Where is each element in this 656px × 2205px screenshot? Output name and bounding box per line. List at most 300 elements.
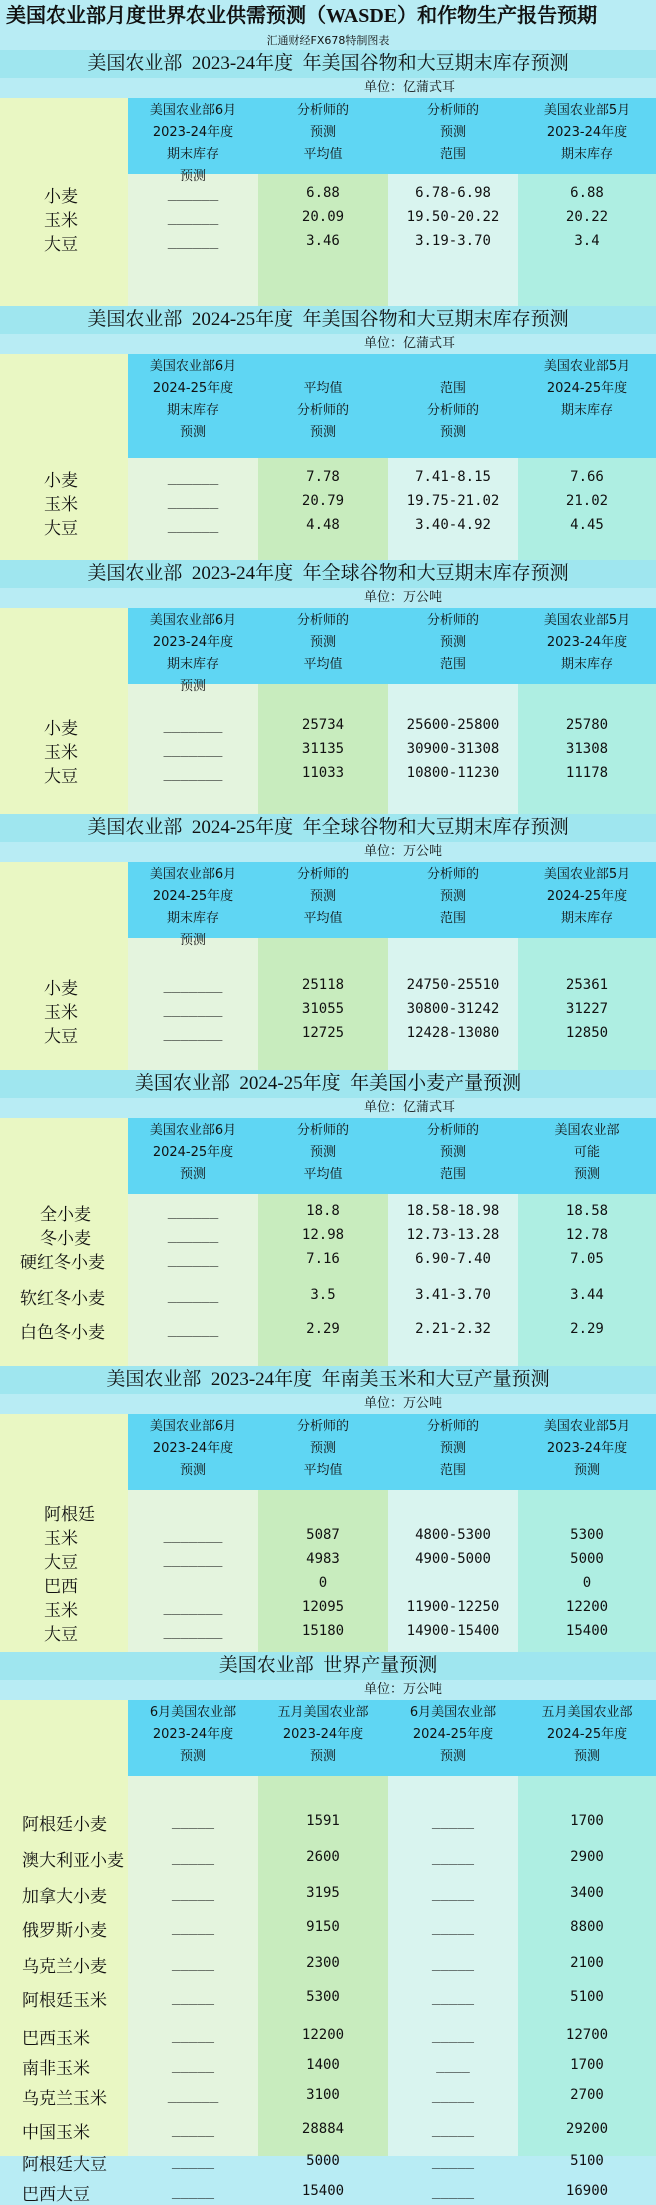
column-header-line: 2024-25年度 [546, 889, 628, 904]
column-header-line: 分析师的 [426, 1419, 479, 1434]
column-header-line: 2024-25年度 [152, 381, 234, 396]
unit-label: 单位：万公吨 [364, 1682, 443, 1697]
column-header-line: 预测 [439, 125, 466, 140]
row-value: 24750-25510 [406, 977, 500, 993]
column-header [518, 1700, 656, 1776]
row-value: 2.29 [306, 1321, 340, 1337]
row-value: _____ [171, 1885, 215, 1901]
row-value: 2900 [570, 1849, 604, 1865]
column-header-line: 五月美国农业部 [277, 1705, 369, 1720]
column-header-line: 2024-25年度 [412, 1727, 494, 1742]
row-value: 12.73-13.28 [406, 1227, 500, 1243]
row-value: 31135 [301, 741, 345, 757]
row-label: 巴西 [44, 1577, 78, 1596]
column-header-line: 2023-24年度 [546, 1441, 628, 1456]
column-header [128, 354, 258, 458]
row-value: _______ [163, 1001, 223, 1017]
column-header-line: 平均值 [303, 911, 343, 926]
row-label: 软红冬小麦 [20, 1289, 105, 1308]
column-header-line: 预测 [439, 635, 466, 650]
row-value: ______ [167, 1287, 219, 1303]
row-value: 31055 [301, 1001, 345, 1017]
column-header-line: 美国农业部6月 [149, 613, 237, 628]
column-header-band [128, 1700, 656, 1776]
column-header-line: 范围 [439, 1167, 466, 1182]
column-header [518, 354, 656, 458]
row-label: 玉米 [44, 743, 78, 762]
row-value: _____ [431, 1919, 475, 1935]
column-header-line: 预测 [179, 1463, 206, 1478]
row-label: 大豆 [44, 1625, 78, 1644]
column-header-line: 分析师的 [296, 867, 349, 882]
row-value: 3100 [306, 2087, 340, 2103]
row-value: 14900-15400 [406, 1623, 500, 1639]
row-label: 玉米 [44, 495, 78, 514]
column-header-line: 平均值 [303, 381, 343, 396]
column-header-line: 预测 [439, 425, 466, 440]
row-value: 6.88 [306, 185, 340, 201]
column-header-line: 预测 [309, 1441, 336, 1456]
column-header-line: 预测 [309, 125, 336, 140]
row-value: 5100 [570, 2153, 604, 2169]
section-title: 美国农业部 世界产量预测 [0, 1652, 656, 1680]
column-header-line: 预测 [179, 679, 206, 694]
section-title: 美国农业部 2023-24年度 年南美玉米和大豆产量预测 [0, 1366, 656, 1394]
column-header-line: 美国农业部6月 [149, 1123, 237, 1138]
row-value: 12428-13080 [406, 1025, 500, 1041]
row-label: 乌克兰小麦 [22, 1957, 107, 1976]
row-value: 19.50-20.22 [406, 209, 500, 225]
row-value: 30900-31308 [406, 741, 500, 757]
column-header-band [128, 354, 656, 458]
row-value: 7.05 [570, 1251, 604, 1267]
column-header-line: 美国农业部5月 [543, 867, 631, 882]
column-header-line: 分析师的 [296, 1419, 349, 1434]
row-value: 12.98 [301, 1227, 345, 1243]
row-label: 小麦 [44, 187, 78, 206]
row-label: 小麦 [44, 979, 78, 998]
row-label: 阿根廷 [44, 1505, 95, 1524]
row-label: 俄罗斯小麦 [22, 1921, 107, 1940]
row-value: 25780 [565, 717, 609, 733]
column-header-line: 预测 [439, 1749, 466, 1764]
column-header [388, 1118, 518, 1194]
column-header-line: 平均值 [303, 657, 343, 672]
row-value: 18.58-18.98 [406, 1203, 500, 1219]
row-value: 2100 [570, 1955, 604, 1971]
column-header [388, 1700, 518, 1776]
section-4 [0, 814, 656, 1070]
column-header-line: 范围 [439, 381, 466, 396]
row-value: 29200 [565, 2121, 609, 2137]
column-header-line: 美国农业部5月 [543, 103, 631, 118]
row-value: _____ [171, 2121, 215, 2137]
row-value: _______ [163, 1551, 223, 1567]
row-value: 3400 [570, 1885, 604, 1901]
column-header-line: 美国农业部5月 [543, 1419, 631, 1434]
row-value: 7.78 [306, 469, 340, 485]
section-title: 美国农业部 2024-25年度 年美国谷物和大豆期末库存预测 [0, 306, 656, 334]
column-header [388, 98, 518, 174]
row-value: _______ [163, 1623, 223, 1639]
row-value: 6.88 [570, 185, 604, 201]
row-label: 玉米 [44, 1003, 78, 1022]
row-value: 4.45 [570, 517, 604, 533]
row-value: _____ [431, 2153, 475, 2169]
column-header-line: 范围 [439, 147, 466, 162]
column-header-line: 6月美国农业部 [149, 1705, 237, 1720]
column-header [518, 608, 656, 684]
column-header [258, 98, 388, 174]
row-value: 3.5 [310, 1287, 336, 1303]
unit-row [0, 1394, 656, 1414]
unit-row [0, 334, 656, 354]
column-header [518, 1414, 656, 1490]
row-label: 中国玉米 [22, 2123, 90, 2142]
column-header-line: 预测 [439, 1145, 466, 1160]
row-value: ______ [167, 1251, 219, 1267]
row-value: _____ [171, 2057, 215, 2073]
column-header-line: 期末库存 [166, 657, 219, 672]
row-value: _____ [431, 1955, 475, 1971]
row-value: 3.40-4.92 [415, 517, 491, 533]
column-header-line: 分析师的 [426, 403, 479, 418]
column-header [518, 862, 656, 938]
row-value: 12200 [565, 1599, 609, 1615]
column-header-line: 分析师的 [296, 613, 349, 628]
row-value: _____ [171, 2153, 215, 2169]
section-title: 美国农业部 2023-24年度 年全球谷物和大豆期末库存预测 [0, 560, 656, 588]
column-header-line: 美国农业部 [554, 1123, 620, 1138]
column-header-line: 2024-25年度 [152, 889, 234, 904]
row-value: _____ [171, 1919, 215, 1935]
column-header-line: 美国农业部5月 [543, 359, 631, 374]
row-value: _____ [431, 2087, 475, 2103]
section-5 [0, 1070, 656, 1366]
row-value: 15400 [565, 1623, 609, 1639]
row-value: 2.21-2.32 [415, 1321, 491, 1337]
row-value: 7.66 [570, 469, 604, 485]
column-header-line: 期末库存 [560, 911, 613, 926]
column-header-line: 范围 [439, 657, 466, 672]
column-header-line: 范围 [439, 1463, 466, 1478]
row-value: 15180 [301, 1623, 345, 1639]
row-value: 2600 [306, 1849, 340, 1865]
row-label: 小麦 [44, 471, 78, 490]
row-value: 2300 [306, 1955, 340, 1971]
row-value: 16900 [565, 2183, 609, 2199]
row-value: ____ [436, 2057, 470, 2073]
row-value: ______ [167, 233, 219, 249]
column-header-line: 2023-24年度 [282, 1727, 364, 1742]
row-value: 1700 [570, 2057, 604, 2073]
unit-label: 单位：万公吨 [364, 844, 443, 859]
column-header [128, 98, 258, 184]
row-label: 大豆 [44, 1027, 78, 1046]
row-value: _______ [163, 1599, 223, 1615]
column-header-line: 分析师的 [426, 1123, 479, 1138]
column-header [388, 354, 518, 458]
row-value: 20.79 [301, 493, 345, 509]
row-value: 11900-12250 [406, 1599, 500, 1615]
column-header-line: 预测 [573, 1167, 600, 1182]
page-title: 美国农业部月度世界农业供需预测（WASDE）和作物生产报告预期 [0, 0, 656, 34]
row-value: 1700 [570, 1813, 604, 1829]
row-label: 硬红冬小麦 [20, 1253, 105, 1272]
row-value: 9150 [306, 1919, 340, 1935]
row-label: 巴西玉米 [22, 2029, 90, 2048]
row-value: 4983 [306, 1551, 340, 1567]
row-value: _____ [171, 1813, 215, 1829]
row-value: 10800-11230 [406, 765, 500, 781]
column-header-line: 平均值 [303, 147, 343, 162]
row-value: 7.16 [306, 1251, 340, 1267]
column-header-line: 预测 [179, 1749, 206, 1764]
row-label: 全小麦 [40, 1205, 91, 1224]
column-header-line: 分析师的 [426, 103, 479, 118]
row-value: _____ [171, 2027, 215, 2043]
column-header-line: 预测 [309, 889, 336, 904]
row-value: _____ [431, 1849, 475, 1865]
unit-label: 单位：亿蒲式耳 [364, 1100, 456, 1115]
row-value: 5000 [306, 2153, 340, 2169]
column-header-line: 期末库存 [560, 403, 613, 418]
column-header-line: 2024-25年度 [546, 381, 628, 396]
column-header [258, 608, 388, 684]
column-header-line: 2024-25年度 [152, 1145, 234, 1160]
row-value: 5100 [570, 1989, 604, 2005]
column-header-line: 预测 [309, 1749, 336, 1764]
column-header-line: 分析师的 [296, 103, 349, 118]
section-6 [0, 1366, 656, 1652]
column-header-line: 预测 [309, 1145, 336, 1160]
unit-label: 单位：亿蒲式耳 [364, 336, 456, 351]
column-header-line: 预测 [309, 425, 336, 440]
row-value: 2700 [570, 2087, 604, 2103]
row-value: _____ [431, 1813, 475, 1829]
row-value: _______ [163, 977, 223, 993]
column-header [258, 1118, 388, 1194]
column-header-line: 美国农业部6月 [149, 867, 237, 882]
column-header [258, 1700, 388, 1776]
row-value: 3.44 [570, 1287, 604, 1303]
row-label: 白色冬小麦 [20, 1323, 105, 1342]
column-header-line: 预测 [309, 635, 336, 650]
row-value: 6.78-6.98 [415, 185, 491, 201]
row-value: ______ [167, 209, 219, 225]
row-label: 冬小麦 [40, 1229, 91, 1248]
row-value: 20.09 [301, 209, 345, 225]
row-label: 大豆 [44, 1553, 78, 1572]
row-value: _____ [431, 1885, 475, 1901]
column-header [518, 1118, 656, 1194]
row-value: 3.19-3.70 [415, 233, 491, 249]
row-label: 阿根廷玉米 [22, 1991, 107, 2010]
row-value: 7.41-8.15 [415, 469, 491, 485]
column-header-line: 美国农业部6月 [149, 359, 237, 374]
column-header-line: 美国农业部5月 [543, 613, 631, 628]
section-title: 美国农业部 2023-24年度 年美国谷物和大豆期末库存预测 [0, 50, 656, 78]
column-header-line: 预测 [179, 933, 206, 948]
row-value: 30800-31242 [406, 1001, 500, 1017]
row-label: 巴西大豆 [22, 2185, 90, 2204]
row-value: 20.22 [565, 209, 609, 225]
row-value: 18.58 [565, 1203, 609, 1219]
column-header-line: 期末库存 [166, 403, 219, 418]
column-header-line: 2023-24年度 [546, 125, 628, 140]
column-header [258, 1414, 388, 1490]
row-value: _____ [171, 1989, 215, 2005]
row-value: 12700 [565, 2027, 609, 2043]
column-header [128, 1700, 258, 1776]
column-header-line: 期末库存 [166, 147, 219, 162]
row-value: 11178 [565, 765, 609, 781]
row-value: 12.78 [565, 1227, 609, 1243]
column-header-line: 期末库存 [166, 911, 219, 926]
column-header-band [128, 1118, 656, 1194]
row-value: ______ [167, 2087, 219, 2103]
column-header-line: 2024-25年度 [546, 1727, 628, 1742]
row-value: 12095 [301, 1599, 345, 1615]
row-value: 25361 [565, 977, 609, 993]
row-value: _______ [163, 741, 223, 757]
column-header [128, 862, 258, 948]
column-header-line: 6月美国农业部 [409, 1705, 497, 1720]
row-value: 11033 [301, 765, 345, 781]
row-label: 乌克兰玉米 [22, 2089, 107, 2108]
column-header-line: 预测 [179, 1167, 206, 1182]
column-header [258, 862, 388, 938]
row-value: 6.90-7.40 [415, 1251, 491, 1267]
unit-row [0, 1680, 656, 1700]
row-value: ______ [167, 469, 219, 485]
row-value: _____ [431, 2183, 475, 2199]
column-header [128, 608, 258, 694]
column-header-line: 范围 [439, 911, 466, 926]
section-7 [0, 1652, 656, 2204]
row-label: 小麦 [44, 719, 78, 738]
column-header [518, 98, 656, 174]
row-value: _______ [163, 765, 223, 781]
column-header-line: 预测 [573, 1463, 600, 1478]
column-header-line: 期末库存 [560, 657, 613, 672]
row-value: 1591 [306, 1813, 340, 1829]
row-label: 澳大利亚小麦 [22, 1851, 124, 1870]
section-2 [0, 306, 656, 560]
unit-row [0, 1098, 656, 1118]
row-value: _____ [171, 2183, 215, 2199]
row-value: 15400 [301, 2183, 345, 2199]
row-value: _____ [171, 1849, 215, 1865]
row-value: 0 [582, 1575, 592, 1591]
unit-label: 单位：亿蒲式耳 [364, 80, 456, 95]
row-value: _____ [431, 2027, 475, 2043]
row-value: 21.02 [565, 493, 609, 509]
row-value: _______ [163, 1527, 223, 1543]
row-value: 4800-5300 [415, 1527, 491, 1543]
row-value: ______ [167, 517, 219, 533]
column-header-line: 期末库存 [560, 147, 613, 162]
row-value: 3195 [306, 1885, 340, 1901]
column-header-line: 分析师的 [426, 613, 479, 628]
column-header-line: 预测 [179, 425, 206, 440]
row-value: 1400 [306, 2057, 340, 2073]
column-header-band [128, 98, 656, 184]
row-value: 8800 [570, 1919, 604, 1935]
section-3 [0, 560, 656, 814]
section-title: 美国农业部 2024-25年度 年全球谷物和大豆期末库存预测 [0, 814, 656, 842]
row-label: 大豆 [44, 767, 78, 786]
column-header [258, 354, 388, 458]
column-header-line: 五月美国农业部 [541, 1705, 633, 1720]
row-value: 25600-25800 [406, 717, 500, 733]
row-value: 28884 [301, 2121, 345, 2137]
row-value: 5300 [306, 1989, 340, 2005]
column-header-line: 可能 [573, 1145, 600, 1160]
row-value: 4900-5000 [415, 1551, 491, 1567]
row-label: 阿根廷大豆 [22, 2155, 107, 2174]
row-label: 大豆 [44, 235, 78, 254]
row-label: 玉米 [44, 1601, 78, 1620]
row-value: 31227 [565, 1001, 609, 1017]
row-value: ______ [167, 1203, 219, 1219]
column-header-line: 分析师的 [296, 403, 349, 418]
column-header-line: 2023-24年度 [152, 635, 234, 650]
column-header-band [128, 862, 656, 948]
row-value: ______ [167, 493, 219, 509]
row-value: 19.75-21.02 [406, 493, 500, 509]
column-header-band [128, 1414, 656, 1490]
column-header-line: 美国农业部6月 [149, 103, 237, 118]
row-value: 12200 [301, 2027, 345, 2043]
unit-row [0, 842, 656, 862]
row-value: ______ [167, 185, 219, 201]
column-header-line: 分析师的 [426, 867, 479, 882]
section-1 [0, 50, 656, 306]
column-header-line: 预测 [439, 889, 466, 904]
column-header-line: 分析师的 [296, 1123, 349, 1138]
row-label: 大豆 [44, 519, 78, 538]
row-value: _____ [431, 2121, 475, 2137]
column-header-line: 2023-24年度 [546, 635, 628, 650]
row-value: _______ [163, 1025, 223, 1041]
column-header-line: 预测 [573, 1749, 600, 1764]
row-value: 12850 [565, 1025, 609, 1041]
row-value: 25118 [301, 977, 345, 993]
unit-label: 单位：万公吨 [364, 1396, 443, 1411]
row-value: 5087 [306, 1527, 340, 1543]
row-value: 18.8 [306, 1203, 340, 1219]
row-label: 玉米 [44, 211, 78, 230]
row-value: 3.41-3.70 [415, 1287, 491, 1303]
row-value: _____ [431, 1989, 475, 2005]
column-header-line: 平均值 [303, 1463, 343, 1478]
row-value: 5300 [570, 1527, 604, 1543]
row-value: 5000 [570, 1551, 604, 1567]
column-header [128, 1118, 258, 1194]
row-value: 4.48 [306, 517, 340, 533]
section-title: 美国农业部 2024-25年度 年美国小麦产量预测 [0, 1070, 656, 1098]
column-header [388, 1414, 518, 1490]
column-header-line: 平均值 [303, 1167, 343, 1182]
row-value: 3.4 [574, 233, 600, 249]
unit-row [0, 78, 656, 98]
unit-row [0, 588, 656, 608]
row-label: 加拿大小麦 [22, 1887, 107, 1906]
row-value: ______ [167, 1227, 219, 1243]
row-label: 阿根廷小麦 [22, 1815, 107, 1834]
column-header-line: 预测 [179, 169, 206, 184]
